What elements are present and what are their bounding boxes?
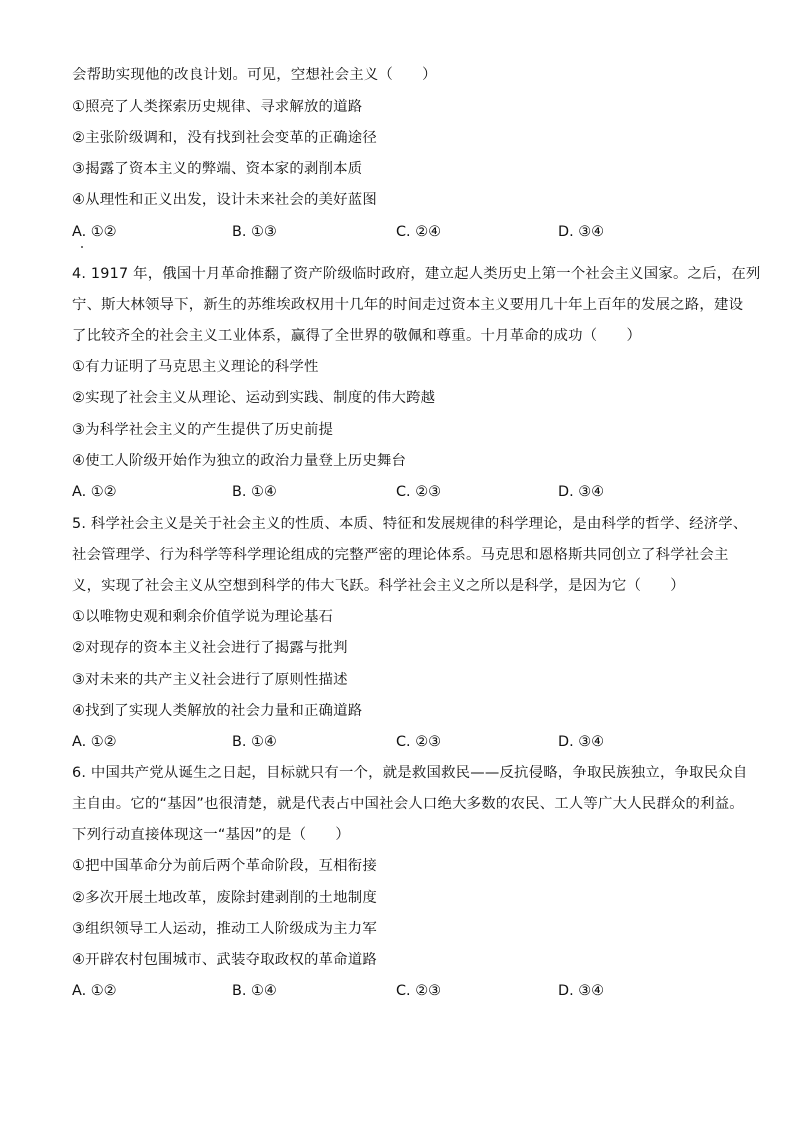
q6-option-a: A. ①② [72,983,117,999]
q3-item-4: ④从理性和正义出发，设计未来社会的美好蓝图 [72,192,377,208]
q5-item-4: ④找到了实现人类解放的社会力量和正确道路 [72,703,363,719]
q6-stem-line-1: 6. 中国共产党从诞生之日起，目标就只有一个，就是救国救民——反抗侵略，争取民族独立，争取民众自 [72,765,748,781]
q3-option-d: D. ③④ [558,224,605,240]
q6-option-d: D. ③④ [558,983,605,999]
q4-item-4: ④使工人阶级开始作为独立的政治力量登上历史舞台 [72,453,407,469]
q3-options [72,222,732,242]
q5-option-a: A. ①② [72,734,117,750]
q4-stem-line-2: 宁、斯大林领导下，新生的苏维埃政权用十几年的时间走过资本主义要用几十年上百年的发展之路，建设 [72,297,744,313]
q5-stem-line-1: 5. 科学社会主义是关于社会主义的性质、本质、特征和发展规律的科学理论，是由科学的哲学、经济学、 [72,516,748,532]
q3-option-c: C. ②④ [396,224,441,240]
q6-item-3: ③组织领导工人运动，推动工人阶级成为主力军 [72,921,377,937]
q4-option-c: C. ②③ [396,484,441,500]
q5-options [72,732,732,752]
q5-item-3: ③对未来的共产主义社会进行了原则性描述 [72,672,348,688]
q4-option-d: D. ③④ [558,484,605,500]
q5-item-2: ②对现存的资本主义社会进行了揭露与批判 [72,640,348,656]
q5-option-d: D. ③④ [558,734,605,750]
q4-item-2: ②实现了社会主义从理论、运动到实践、制度的伟大跨越 [72,390,436,406]
q3-stem-tail: 会帮助实现他的改良计划。可见，空想社会主义（ ） [72,67,437,83]
q3-option-b: B. ①③ [232,224,277,240]
q3-item-2: ②主张阶级调和，没有找到社会变革的正确途径 [72,130,377,146]
q4-options [72,482,732,502]
q4-item-1: ①有力证明了马克思主义理论的科学性 [72,359,319,375]
q4-item-3: ③为科学社会主义的产生提供了历史前提 [72,422,334,438]
q4-stem-line-3: 了比较齐全的社会主义工业体系，赢得了全世界的敬佩和尊重。十月革命的成功（ ） [72,328,642,344]
q6-item-1: ①把中国革命分为前后两个革命阶段，互相衔接 [72,858,377,874]
q6-stem-line-2: 主自由。它的“基因”也很清楚，就是代表占中国社会人口绝大多数的农民、工人等广大人民群众的利益。 [72,796,744,812]
q5-option-b: B. ①④ [232,734,277,750]
q4-stem-line-1: 4. 1917 年，俄国十月革命推翻了资产阶级临时政府，建立起人类历史上第一个社会主义国家。之后，在列 [72,266,761,282]
q3-item-1: ①照亮了人类探索历史规律、寻求解放的道路 [72,99,363,115]
q5-stem-line-2: 社会管理学、行为科学等科学理论组成的完整严密的理论体系。马克思和恩格斯共同创立了科学社会主 [72,547,729,563]
q6-item-4: ④开辟农村包围城市、武装夺取政权的革命道路 [72,952,377,968]
q6-option-b: B. ①④ [232,983,277,999]
stray-dot [81,246,83,248]
q6-item-2: ②多次开展土地改革，废除封建剥削的土地制度 [72,890,377,906]
q5-option-c: C. ②③ [396,734,441,750]
q3-option-a: A. ①② [72,224,117,240]
q4-option-b: B. ①④ [232,484,277,500]
q3-item-3: ③揭露了资本主义的弊端、资本家的剥削本质 [72,161,363,177]
q4-option-a: A. ①② [72,484,117,500]
q6-option-c: C. ②③ [396,983,441,999]
q5-item-1: ①以唯物史观和剩余价值学说为理论基石 [72,609,334,625]
q6-stem-line-3: 下列行动直接体现这一“基因”的是（ ） [72,827,350,843]
q5-stem-line-3: 义，实现了社会主义从空想到科学的伟大飞跃。科学社会主义之所以是科学，是因为它（ ） [72,578,685,594]
q6-options [72,981,732,1001]
